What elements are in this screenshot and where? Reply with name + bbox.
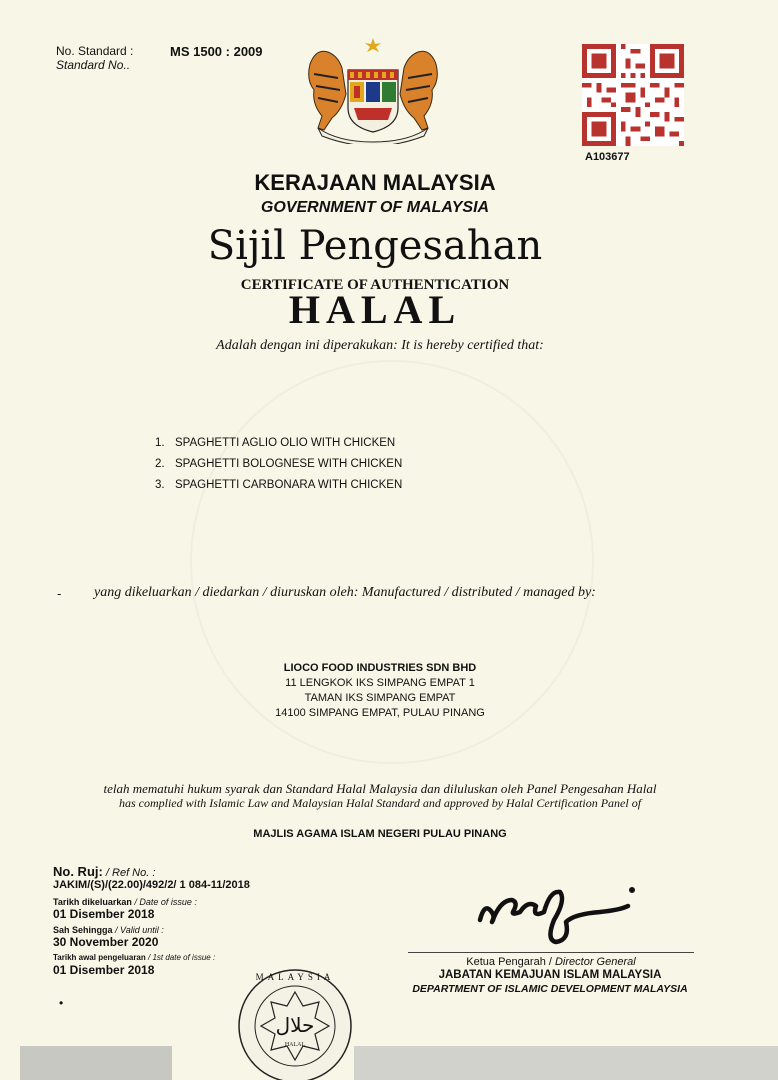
- product-list: [155, 437, 402, 500]
- director-title-en: Director General: [554, 956, 636, 968]
- issue-label-ms: Tarikh dikeluarkan: [53, 897, 132, 907]
- valid-label-ms: Sah Sehingga: [53, 925, 113, 935]
- department-name-ms: JABATAN KEMAJUAN ISLAM MALAYSIA: [438, 969, 662, 981]
- reference-block: [53, 866, 250, 980]
- director-title: [408, 956, 694, 968]
- valid-until-date: 30 November 2020: [53, 935, 159, 949]
- list-item: [155, 479, 402, 500]
- department-name-en: DEPARTMENT OF ISLAMIC DEVELOPMENT MALAYSIA: [412, 983, 688, 995]
- scan-strip-left: [20, 1046, 172, 1080]
- certificate-title-ms: Sijil Pengesahan: [207, 223, 543, 269]
- signature-line: [408, 952, 694, 953]
- issue-date: 01 Disember 2018: [53, 907, 155, 921]
- first-label-ms: Tarikh awal pengeluaran: [53, 953, 146, 962]
- first-issue-date: 01 Disember 2018: [53, 963, 155, 977]
- standard-number: MS 1500 : 2009: [170, 44, 263, 59]
- company-name: LIOCO FOOD INDUSTRIES SDN BHD: [283, 662, 477, 674]
- scan-strip-right: [354, 1046, 778, 1080]
- valid-label-en: / Valid until :: [115, 925, 164, 935]
- item-number: 2.: [155, 458, 165, 470]
- company-address-line: TAMAN IKS SIMPANG EMPAT: [304, 692, 456, 704]
- item-number: 1.: [155, 437, 165, 449]
- certificate-title-en: CERTIFICATE OF AUTHENTICATION: [240, 277, 510, 293]
- standard-label-ms: No. Standard :: [56, 44, 134, 58]
- reference-number: [53, 866, 250, 891]
- council-name: MAJLIS AGAMA ISLAM NEGERI PULAU PINANG: [253, 828, 507, 840]
- company-address-line: 11 LENGKOK IKS SIMPANG EMPAT 1: [285, 677, 475, 689]
- product-name: SPAGHETTI BOLOGNESE WITH CHICKEN: [175, 458, 403, 470]
- list-item: [155, 458, 402, 479]
- halal-logo-icon: [235, 966, 355, 1080]
- product-name: SPAGHETTI CARBONARA WITH CHICKEN: [175, 479, 403, 491]
- bullet-mark: •: [59, 996, 64, 1010]
- dash-marker: -: [57, 586, 62, 601]
- government-title-en: GOVERNMENT OF MALAYSIA: [260, 199, 490, 216]
- compliance-statement-en: has complied with Islamic Law and Malaysian Halal Standard and approved by Halal Certification Panel of: [118, 796, 642, 810]
- company-block: [0, 661, 760, 721]
- compliance-statement-ms: telah mematuhi hukum syarak dan Standard Halal Malaysia dan diluluskan oleh Panel Pengesahan Halal: [103, 781, 657, 796]
- government-title-ms: KERAJAAN MALAYSIA: [254, 170, 496, 195]
- ref-label-en: / Ref No. :: [105, 867, 156, 879]
- halal-arabic: حلال: [275, 1013, 315, 1037]
- halal-title: HALAL: [288, 287, 462, 332]
- director-signature: [470, 870, 640, 950]
- first-label-en: / 1st date of issue :: [148, 953, 216, 962]
- manufactured-by-statement: yang dikeluarkan / diedarkan / diuruskan oleh: Manufactured / distributed / managed by:: [94, 585, 596, 600]
- standard-label-en: Standard No..: [56, 58, 131, 72]
- halal-ring-text: MALAYSIA: [255, 972, 335, 982]
- list-item: [155, 437, 402, 458]
- serial-number: A103677: [585, 151, 630, 163]
- certify-statement: Adalah dengan ini diperakukan: It is hereby certified that:: [216, 338, 544, 353]
- company-address-line: 14100 SIMPANG EMPAT, PULAU PINANG: [275, 707, 485, 719]
- qr-code-icon: [582, 44, 684, 146]
- issue-label-en: / Date of issue :: [134, 897, 197, 907]
- ref-label-ms: No. Ruj:: [53, 864, 103, 879]
- standard-label: [56, 44, 133, 72]
- halal-latin: HALAL: [284, 1042, 306, 1048]
- coat-of-arms-icon: [298, 34, 448, 144]
- ref-value: JAKIM/(S)/(22.00)/492/2/ 1 084-11/2018: [53, 879, 250, 891]
- product-name: SPAGHETTI AGLIO OLIO WITH CHICKEN: [175, 437, 396, 449]
- director-title-ms: Ketua Pengarah /: [466, 956, 552, 968]
- item-number: 3.: [155, 479, 165, 491]
